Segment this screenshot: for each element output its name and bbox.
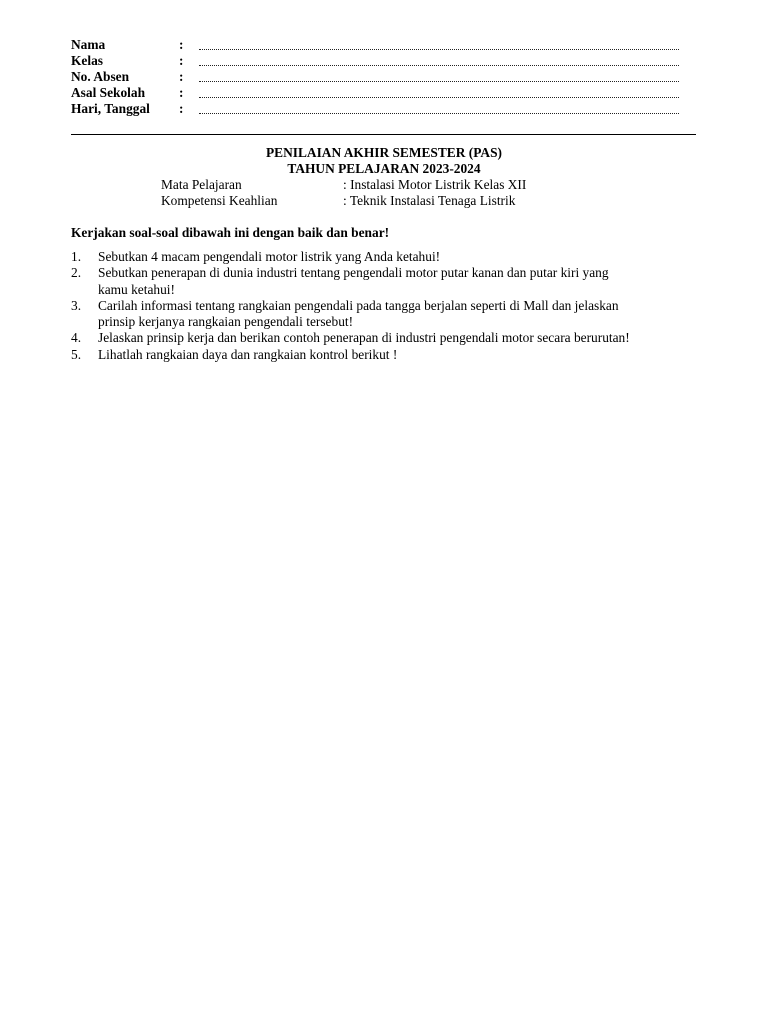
question-text: Sebutkan penerapan di dunia industri tentang pengendali motor putar kanan dan putar kiri yang	[98, 265, 609, 281]
attendance-number-field[interactable]	[71, 69, 691, 85]
question-item	[71, 249, 701, 265]
question-text: Sebutkan 4 macam pengendali motor listrik yang Anda ketahui!	[98, 249, 441, 264]
field-colon: :	[179, 69, 184, 84]
question-text: Carilah informasi tentang rangkaian pengendali pada tangga berjalan seperti di Mall dan jelaskan	[98, 297, 619, 313]
subject-row	[161, 177, 661, 193]
fill-in-line[interactable]	[199, 65, 679, 66]
instructions: Kerjakan soal-soal dibawah ini dengan baik dan benar!	[71, 225, 390, 240]
field-colon: :	[179, 85, 184, 100]
question-item	[71, 265, 701, 298]
competency-row	[161, 193, 661, 209]
field-colon: :	[179, 101, 184, 116]
exam-year: TAHUN PELAJARAN 2023-2024	[287, 161, 481, 176]
field-colon: :	[179, 53, 184, 68]
field-colon: :	[179, 37, 184, 52]
field-label: No. Absen	[71, 69, 130, 84]
question-number: 3.	[71, 297, 82, 313]
subject-label: Mata Pelajaran	[161, 177, 242, 192]
fill-in-line[interactable]	[199, 97, 679, 98]
class-field[interactable]	[71, 53, 691, 69]
question-text: Jelaskan prinsip kerja dan berikan contoh penerapan di industri pengendali motor secara berurutan!	[98, 330, 630, 346]
question-number: 2.	[71, 265, 82, 281]
field-label: Kelas	[71, 53, 103, 68]
school-origin-field[interactable]	[71, 85, 691, 101]
name-field[interactable]	[71, 37, 691, 53]
competency-label: Kompetensi Keahlian	[161, 193, 278, 208]
question-number: 4.	[71, 330, 82, 346]
fill-in-line[interactable]	[199, 113, 679, 114]
question-text: Lihatlah rangkaian daya dan rangkaian kontrol berikut !	[98, 346, 398, 362]
field-label: Hari, Tanggal	[71, 101, 150, 116]
header-divider	[71, 134, 696, 135]
question-item	[71, 298, 701, 331]
day-date-field[interactable]	[71, 101, 691, 117]
question-item	[71, 347, 701, 363]
field-label: Asal Sekolah	[71, 85, 146, 100]
question-list	[71, 249, 701, 363]
field-label: Nama	[71, 37, 106, 52]
student-identity-fields	[71, 37, 691, 117]
question-item	[71, 330, 701, 346]
exam-title: PENILAIAN AKHIR SEMESTER (PAS)	[266, 145, 502, 160]
subject-value: : Instalasi Motor Listrik Kelas XII	[343, 177, 527, 192]
fill-in-line[interactable]	[199, 49, 679, 50]
question-text-continued: kamu ketahui!	[98, 281, 175, 297]
fill-in-line[interactable]	[199, 81, 679, 82]
question-number: 5.	[71, 346, 82, 362]
exam-meta	[161, 177, 661, 209]
question-number: 1.	[71, 249, 82, 264]
competency-value: : Teknik Instalasi Tenaga Listrik	[343, 193, 516, 208]
question-text-continued: prinsip kerjanya rangkaian pengendali tersebut!	[98, 314, 354, 330]
